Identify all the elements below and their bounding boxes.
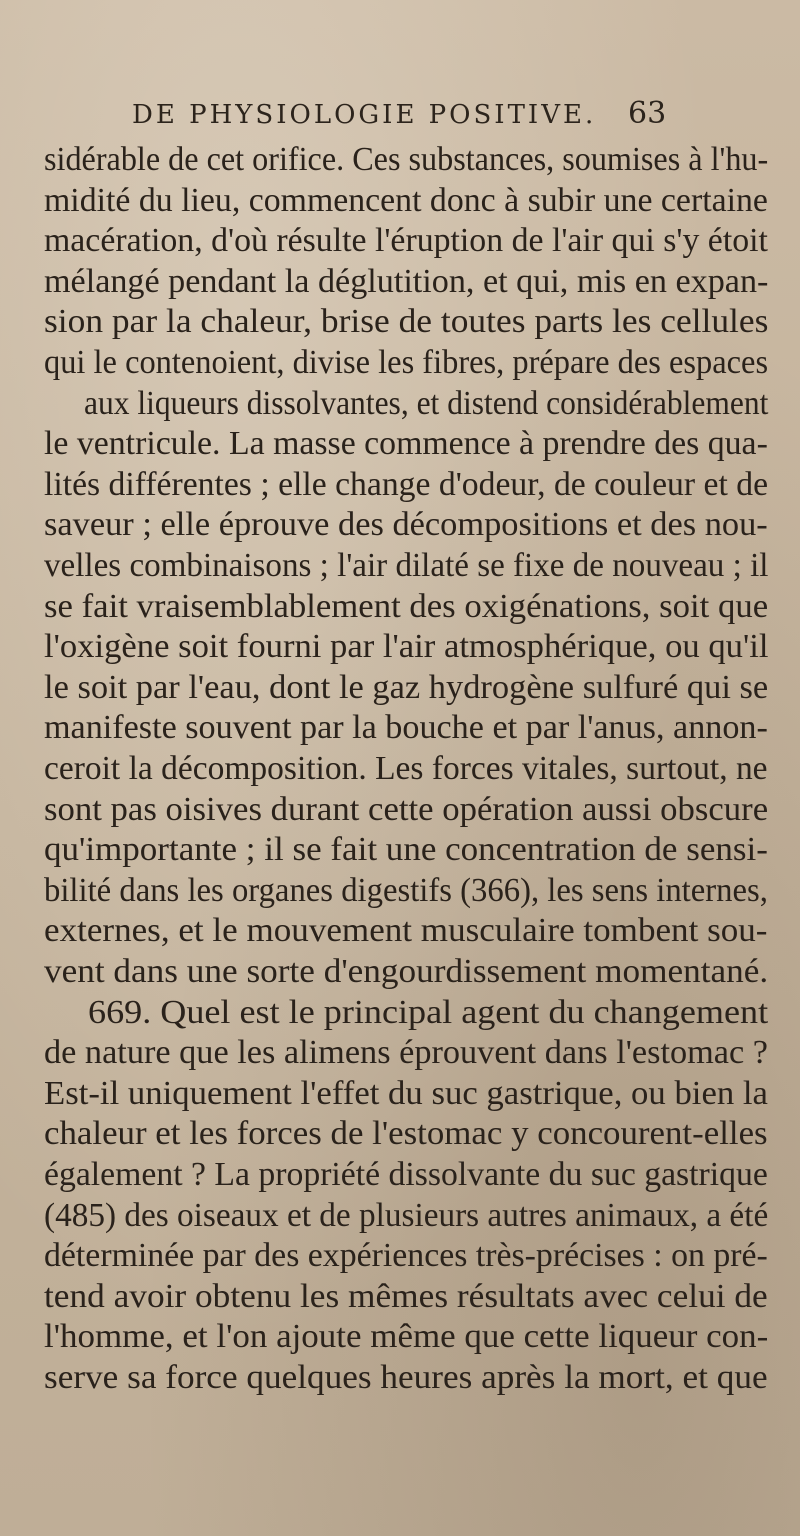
text-line: (485) des oiseaux et de plusieurs autres animaux, a été	[44, 1196, 769, 1234]
text-line: le ventricule. La masse commence à prendre des qua-	[44, 425, 768, 463]
text-line: qu'importante ; il se fait une concentration de sensi-	[44, 831, 768, 869]
text-line: le soit par l'eau, dont le gaz hydrogène sulfuré qui se	[44, 668, 769, 706]
text-line: sion par la chaleur, brise de toutes parts les cellules	[44, 303, 769, 341]
text-line: lités différentes ; elle change d'odeur, de couleur et de	[44, 465, 769, 503]
text-line: serve sa force quelques heures après la mort, et que	[44, 1359, 768, 1396]
text-line: mélangé pendant la déglutition, et qui, mis en expan-	[44, 262, 769, 300]
text-line: externes, et le mouvement musculaire tombent sou-	[44, 912, 768, 950]
text-line: qui le contenoient, divise les fibres, prépare des espaces	[44, 344, 769, 381]
text-line: ceroit la décomposition. Les forces vitales, surtout, ne	[44, 750, 768, 787]
text-line: l'homme, et l'on ajoute même que cette liqueur con-	[44, 1318, 769, 1356]
text-line: macération, d'où résulte l'éruption de l'air qui s'y étoit	[44, 222, 768, 260]
page-number: 63	[628, 96, 667, 131]
text-line: vent dans une sorte d'engourdissement momentané.	[44, 953, 769, 990]
text-line: chaleur et les forces de l'estomac y concourent-elles	[44, 1115, 768, 1153]
text-line: velles combinaisons ; l'air dilaté se fixe de nouveau ; il	[44, 547, 769, 584]
text-line: tend avoir obtenu les mêmes résultats avec celui de	[44, 1277, 768, 1315]
text-line: sidérable de cet orifice. Ces substances, soumises à l'hu-	[44, 141, 769, 178]
text-line: manifeste souvent par la bouche et par l'anus, annon-	[44, 709, 768, 747]
page-header	[0, 96, 800, 140]
text-line: également ? La propriété dissolvante du suc gastrique	[44, 1156, 768, 1193]
text-line: Est-il uniquement l'effet du suc gastrique, ou bien la	[44, 1074, 768, 1112]
text-line: de nature que les alimens éprouvent dans l'estomac ?	[44, 1034, 769, 1072]
text-line: l'oxigène soit fourni par l'air atmosphérique, ou qu'il	[44, 628, 769, 666]
text-line: bilité dans les organes digestifs (366), les sens internes,	[44, 871, 768, 909]
running-head: DE PHYSIOLOGIE POSITIVE.	[132, 100, 597, 130]
text-line: sont pas oisives durant cette opération aussi obscure	[44, 790, 769, 828]
text-line: saveur ; elle éprouve des décompositions et des nou-	[44, 506, 768, 544]
text-line: aux liqueurs dissolvantes, et distend considérablement	[84, 384, 769, 422]
paragraph-start-line: 669. Quel est le principal agent du changement	[88, 993, 769, 1031]
text-line: déterminée par des expériences très-précises : on pré-	[44, 1237, 768, 1275]
text-line: midité du lieu, commencent donc à subir une certaine	[44, 181, 768, 219]
text-line: se fait vraisemblablement des oxigénations, soit que	[44, 587, 769, 625]
